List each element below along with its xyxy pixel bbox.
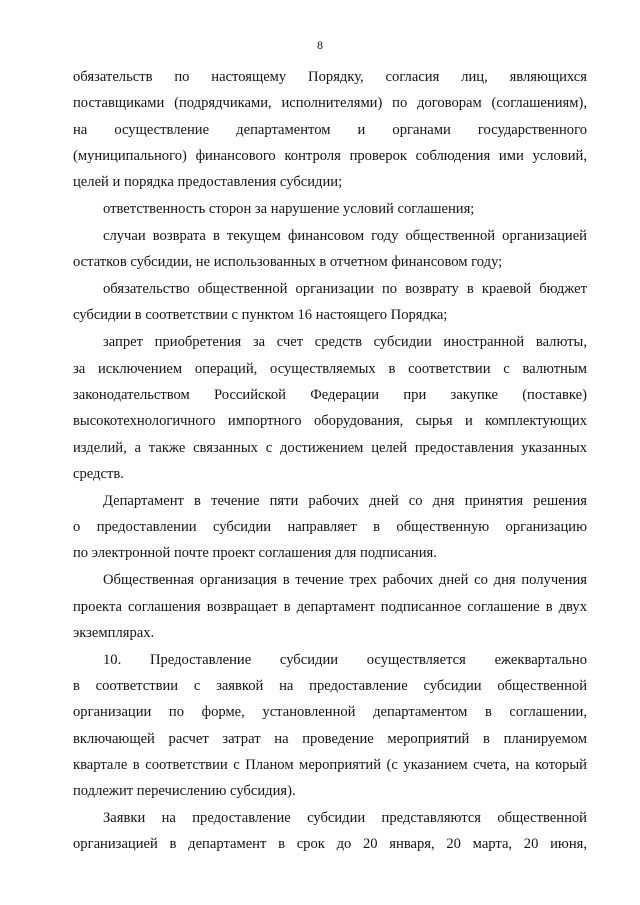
text-line: на осуществление департаментом и органами государственного: [73, 121, 587, 138]
text-line: 10. Предоставление субсидии осуществляется ежеквартально: [103, 651, 587, 668]
text-line: за исключением операций, осуществляемых в соответствии с валютным: [73, 360, 587, 377]
text-line: целей и порядка предоставления субсидии;: [73, 174, 343, 191]
paragraph-obligations-consent: [73, 64, 587, 195]
text-line: обязательств по настоящему Порядку, согласия лиц, являющихся: [73, 69, 587, 85]
text-line: высокотехнологичного импортного оборудования, сырья и комплектующих: [73, 413, 587, 430]
text-line: обязательство общественной организации по возврату в краевой бюджет: [103, 281, 587, 298]
paragraph-organization-returns: [73, 567, 587, 646]
text-line: квартале в соответствии с Планом мероприятий (с указанием счета, на который: [73, 756, 587, 773]
text-line: (муниципального) финансового контроля проверок соблюдения ими условий,: [73, 147, 587, 164]
text-line: подлежит перечислению субсидия).: [73, 783, 296, 800]
document-body: [73, 64, 587, 858]
text-line: Общественная организация в течение трех рабочих дней со дня получения: [103, 572, 587, 589]
text-line: ответственность сторон за нарушение условий соглашения;: [103, 201, 475, 218]
text-line: поставщиками (подрядчиками, исполнителями) по договорам (соглашениям),: [73, 95, 587, 112]
text-line: в соответствии с заявкой на предоставление субсидии общественной: [73, 677, 587, 694]
text-line: по электронной почте проект соглашения для подписания.: [73, 545, 437, 562]
paragraph-department-sends: [73, 488, 587, 567]
paragraph-refund-cases: [73, 223, 587, 276]
paragraph-currency-ban: [73, 329, 587, 487]
paragraph-10-quarterly: [73, 647, 587, 805]
text-line: организации по форме, установленной департаментом в соглашении,: [73, 704, 587, 721]
text-line: запрет приобретения за счет средств субсидии иностранной валюты,: [103, 334, 587, 351]
text-line: субсидии в соответствии с пунктом 16 настоящего Порядка;: [73, 307, 448, 324]
text-line: проекта соглашения возвращает в департамент подписанное соглашение в двух: [73, 598, 587, 615]
page-number: 8: [317, 38, 323, 52]
text-line: случаи возврата в текущем финансовом году общественной организацией: [103, 227, 587, 244]
paragraph-applications-deadline: [73, 805, 587, 858]
text-line: остатков субсидии, не использованных в отчетном финансовом году;: [73, 254, 503, 271]
text-line: законодательством Российской Федерации при закупке (поставке): [73, 386, 587, 403]
text-line: экземплярах.: [73, 624, 155, 641]
text-line: Департамент в течение пяти рабочих дней со дня принятия решения: [103, 492, 587, 509]
paragraph-responsibility: [73, 196, 587, 222]
text-line: включающей расчет затрат на проведение мероприятий в планируемом: [73, 730, 587, 747]
text-line: Заявки на предоставление субсидии представляются общественной: [103, 810, 587, 827]
text-line: организацией в департамент в срок до 20 января, 20 марта, 20 июня,: [73, 836, 587, 853]
text-line: средств.: [73, 465, 124, 482]
text-line: о предоставлении субсидии направляет в общественную организацию: [73, 519, 587, 536]
paragraph-return-obligation: [73, 276, 587, 329]
text-line: изделий, а также связанных с достижением целей предоставления указанных: [73, 439, 587, 456]
